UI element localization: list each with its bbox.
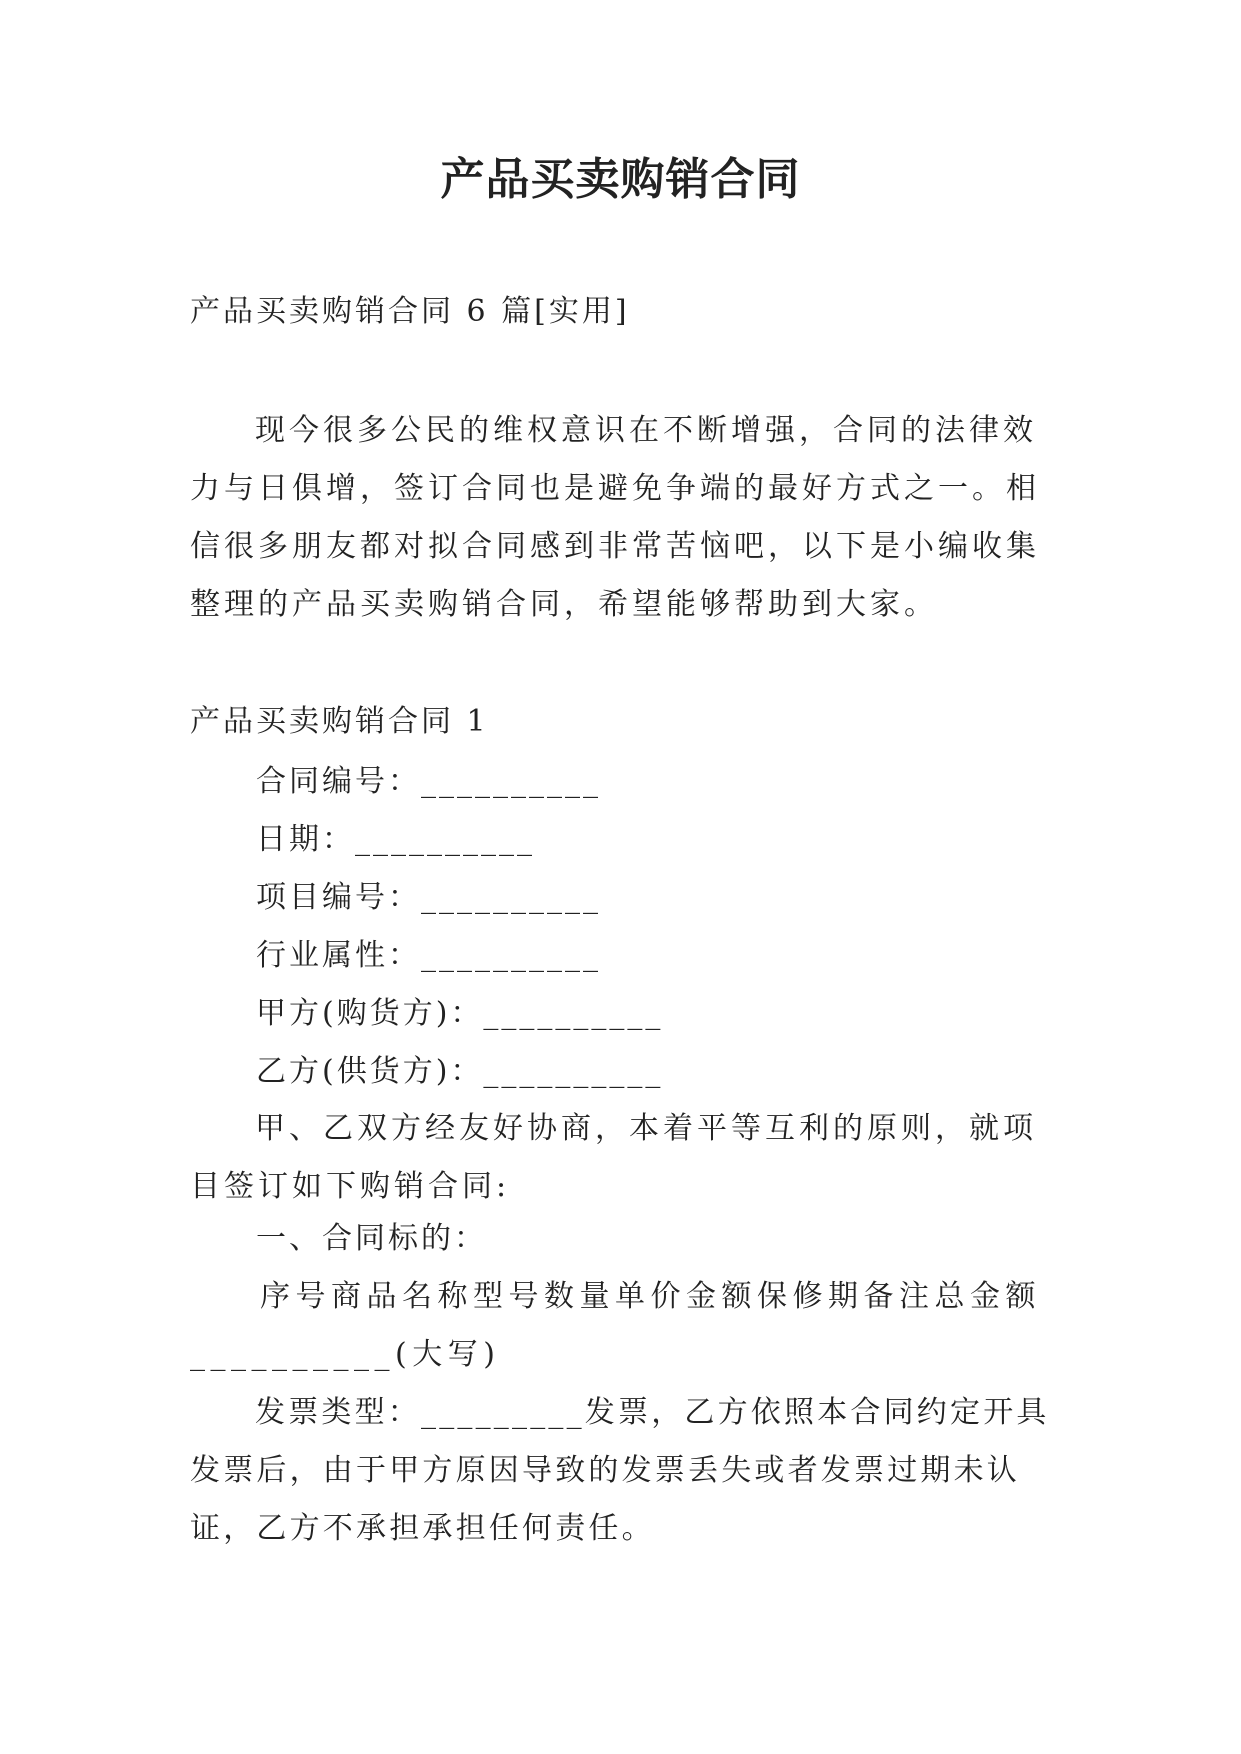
invoice-paragraph: 发票类型：_________发票，乙方依照本合同约定开具发票后，由于甲方原因导致的发票丢失或者发票过期未认证，乙方不承担承担任何责任。	[190, 1395, 1050, 1546]
industry-field: 行业属性：__________	[256, 938, 601, 973]
parties-paragraph: 甲、乙双方经友好协商，本着平等互利的原则，就项目签订如下购销合同:	[190, 1111, 1037, 1204]
party-b-field: 乙方(供货方)：__________	[256, 1054, 664, 1089]
item-heading: 一、合同标的：	[256, 1221, 487, 1256]
section-title: 产品买卖购销合同 1	[190, 704, 489, 739]
columns-paragraph: 序号商品名称型号数量单价金额保修期备注总金额__________(大写)	[190, 1279, 1041, 1372]
contract-number-field: 合同编号：__________	[256, 764, 601, 799]
document-title: 产品买卖购销合同	[440, 154, 801, 205]
date-field: 日期：__________	[256, 822, 535, 857]
project-number-field: 项目编号：__________	[256, 880, 601, 915]
party-a-field: 甲方(购货方)：__________	[256, 996, 664, 1031]
intro-paragraph: 现今很多公民的维权意识在不断增强，合同的法律效力与日俱增，签订合同也是避免争端的最好方式之一。相信很多朋友都对拟合同感到非常苦恼吧，以下是小编收集整理的产品买卖购销合同，希望能够帮助到大家。	[190, 413, 1040, 622]
document-subtitle: 产品买卖购销合同 6 篇[实用]	[190, 294, 630, 329]
